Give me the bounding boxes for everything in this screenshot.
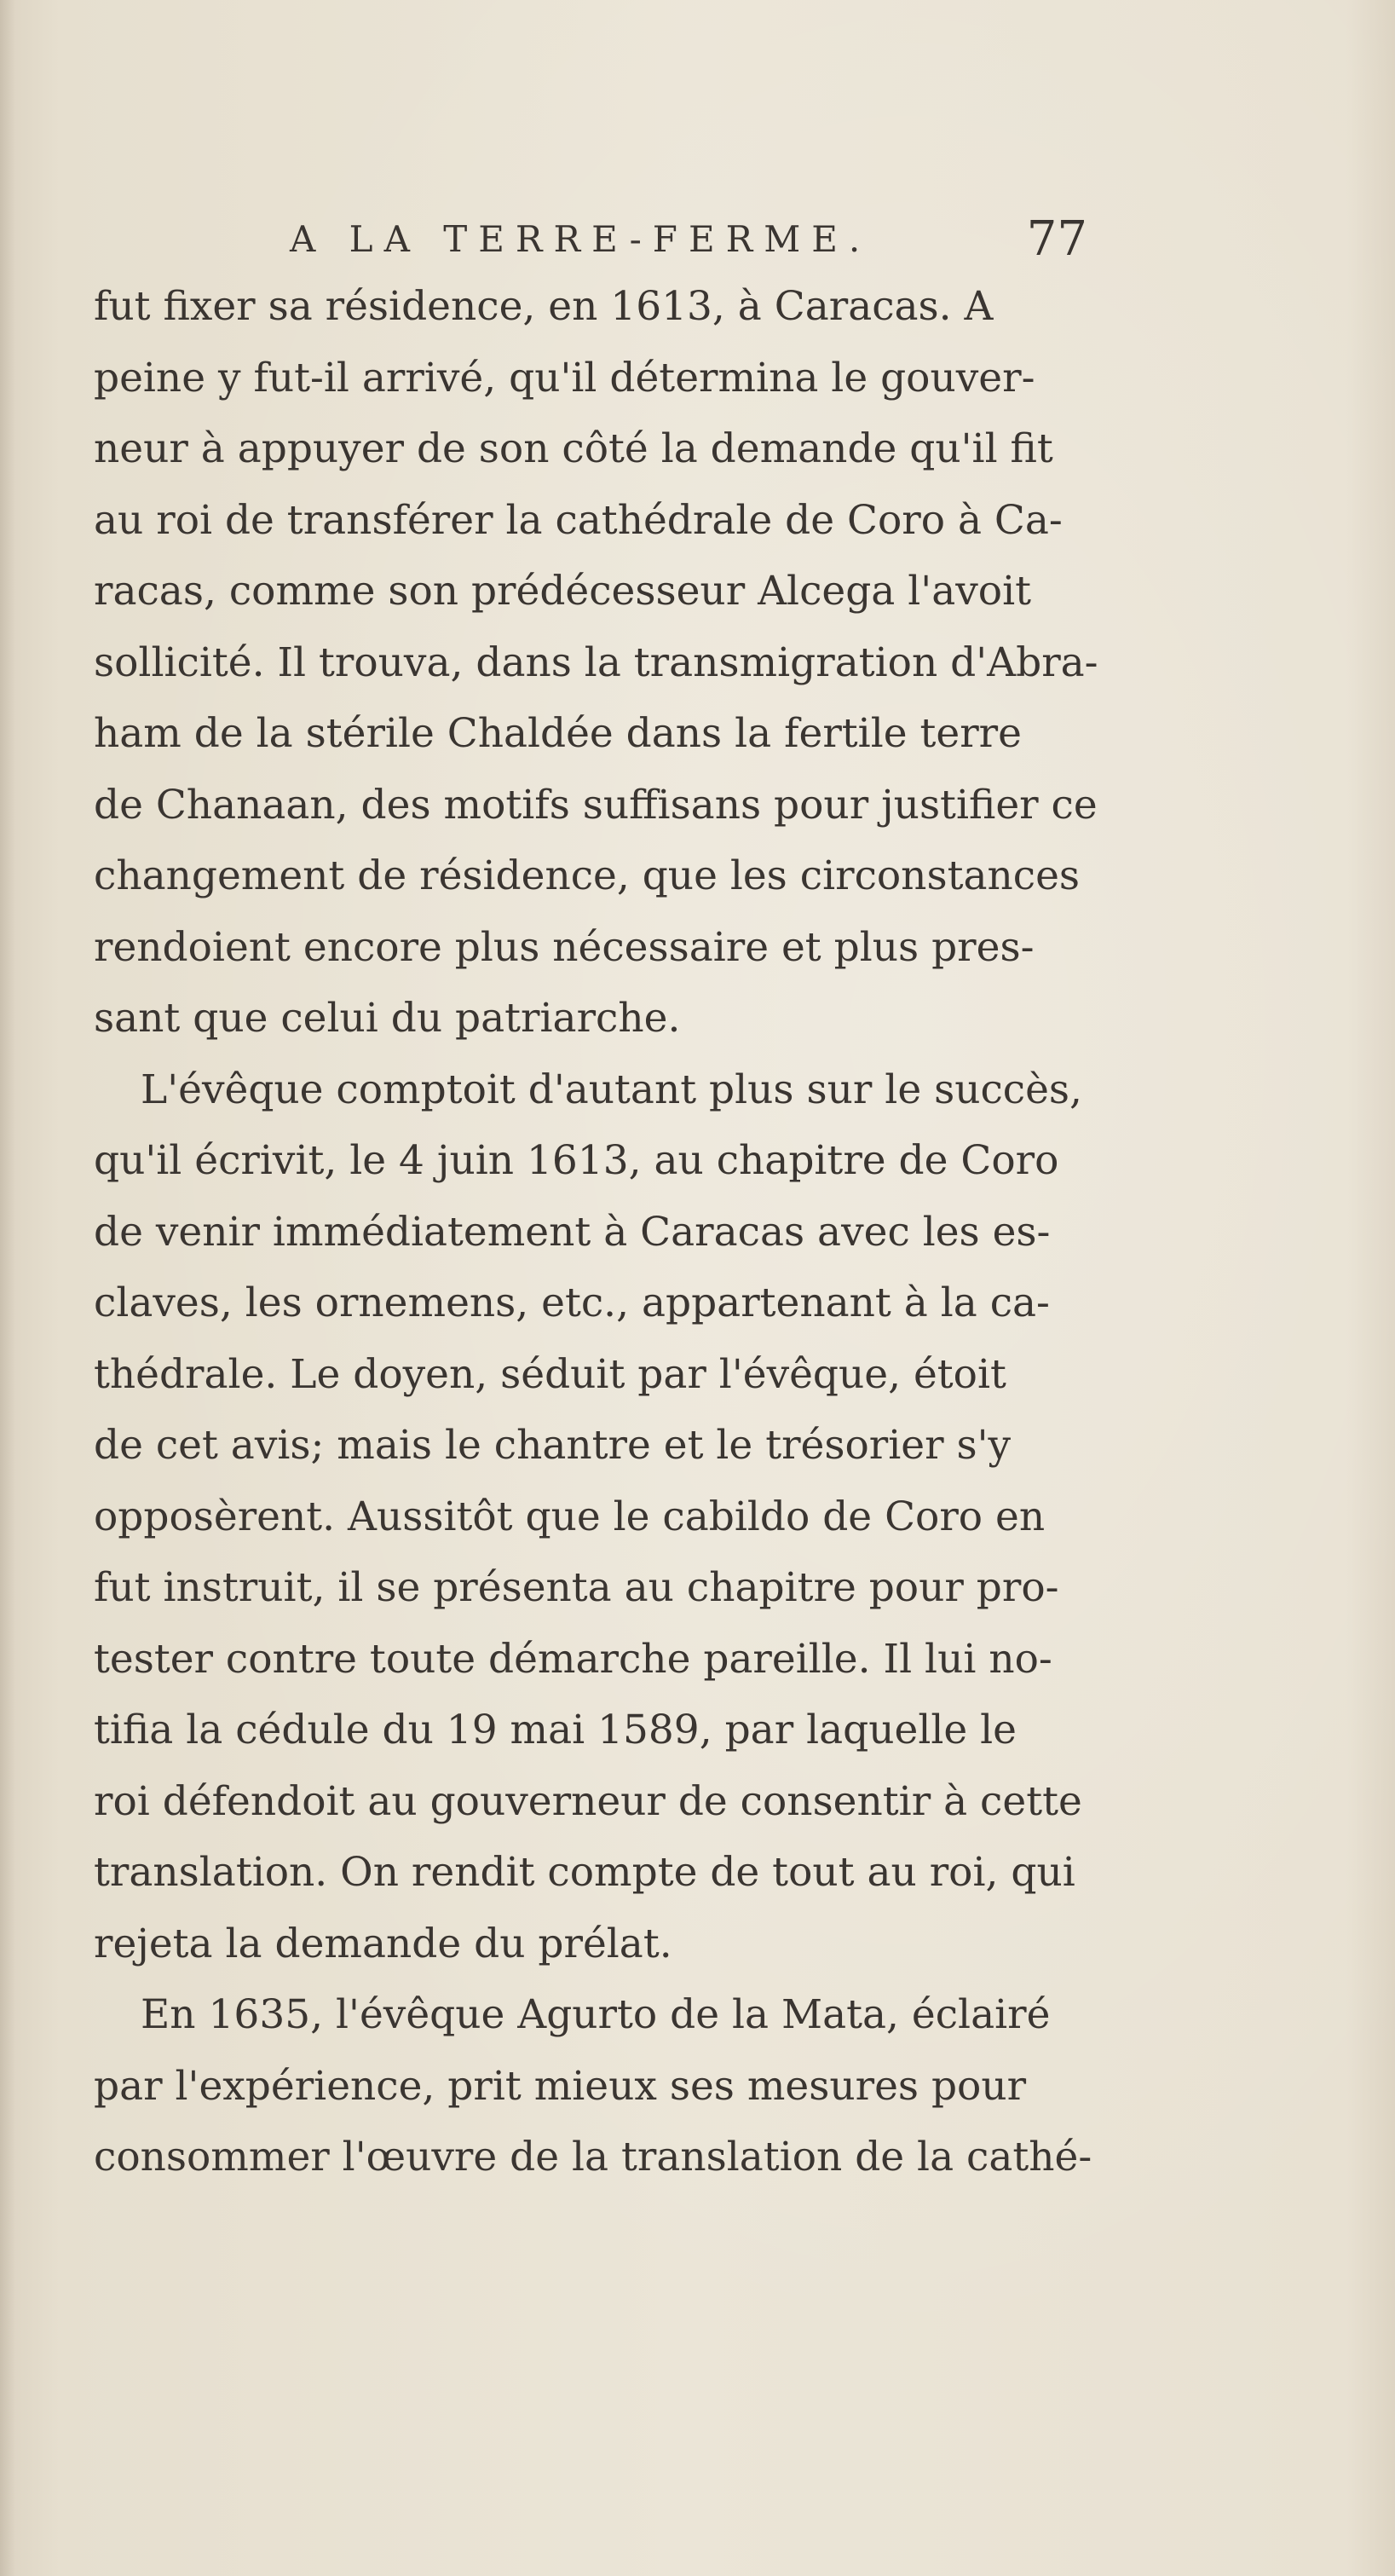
- text-line: rendoient encore plus nécessaire et plus pres-: [94, 923, 1035, 971]
- text-line: tifia la cédule du 19 mai 1589, par laquelle le: [94, 1707, 1017, 1753]
- text-line: consommer l'œuvre de la translation de la cathé-: [94, 2134, 1092, 2180]
- text-line: de Chanaan, des motifs suffisans pour justifier ce: [94, 781, 1098, 829]
- running-header: [290, 210, 1087, 269]
- page-gutter-shadow: [0, 0, 15, 2576]
- text-line: changement de résidence, que les circonstances: [94, 852, 1081, 899]
- text-line: opposèrent. Aussitôt que le cabildo de Coro en: [94, 1493, 1046, 1540]
- body-text: [94, 271, 1116, 2193]
- text-line: qu'il écrivit, le 4 juin 1613, au chapitre de Coro: [94, 1137, 1059, 1184]
- text-line: translation. On rendit compte de tout au roi, qui: [94, 1849, 1075, 1896]
- text-line: fut fixer sa résidence, en 1613, à Caracas. A: [94, 283, 994, 330]
- text-line: fut instruit, il se présenta au chapitre pour pro-: [94, 1564, 1059, 1611]
- page-number: 77: [1026, 211, 1087, 267]
- text-line: roi défendoit au gouverneur de consentir à cette: [94, 1777, 1082, 1825]
- text-line: de cet avis; mais le chantre et le trésorier s'y: [94, 1422, 1012, 1469]
- text-line: racas, comme son prédécesseur Alcega l'avoit: [94, 568, 1032, 615]
- paragraph-start-line: En 1635, l'évêque Agurto de la Mata, éclairé: [141, 1991, 1051, 2038]
- text-line: tester contre toute démarche pareille. Il lui no-: [94, 1635, 1052, 1683]
- text-line: thédrale. Le doyen, séduit par l'évêque, étoit: [94, 1350, 1006, 1398]
- text-line: de venir immédiatement à Caracas avec les es-: [94, 1208, 1051, 1256]
- paragraph-start-line: L'évêque comptoit d'autant plus sur le succès,: [141, 1066, 1082, 1113]
- text-line: par l'expérience, prit mieux ses mesures pour: [94, 2062, 1027, 2110]
- text-line: rejeta la demande du prélat.: [94, 1920, 672, 1967]
- text-line: peine y fut-il arrivé, qu'il détermina le gouver-: [94, 354, 1035, 401]
- text-line: ham de la stérile Chaldée dans la fertile terre: [94, 710, 1022, 757]
- running-title: A LA TERRE-FERME.: [290, 218, 872, 260]
- text-line: neur à appuyer de son côté la demande qu'il fit: [94, 425, 1053, 472]
- text-line: sant que celui du patriarche.: [94, 995, 681, 1042]
- text-line: sollicité. Il trouva, dans la transmigration d'Abra-: [94, 638, 1098, 686]
- text-line: claves, les ornemens, etc., appartenant à la ca-: [94, 1279, 1050, 1326]
- text-line: au roi de transférer la cathédrale de Coro à Ca-: [94, 496, 1063, 544]
